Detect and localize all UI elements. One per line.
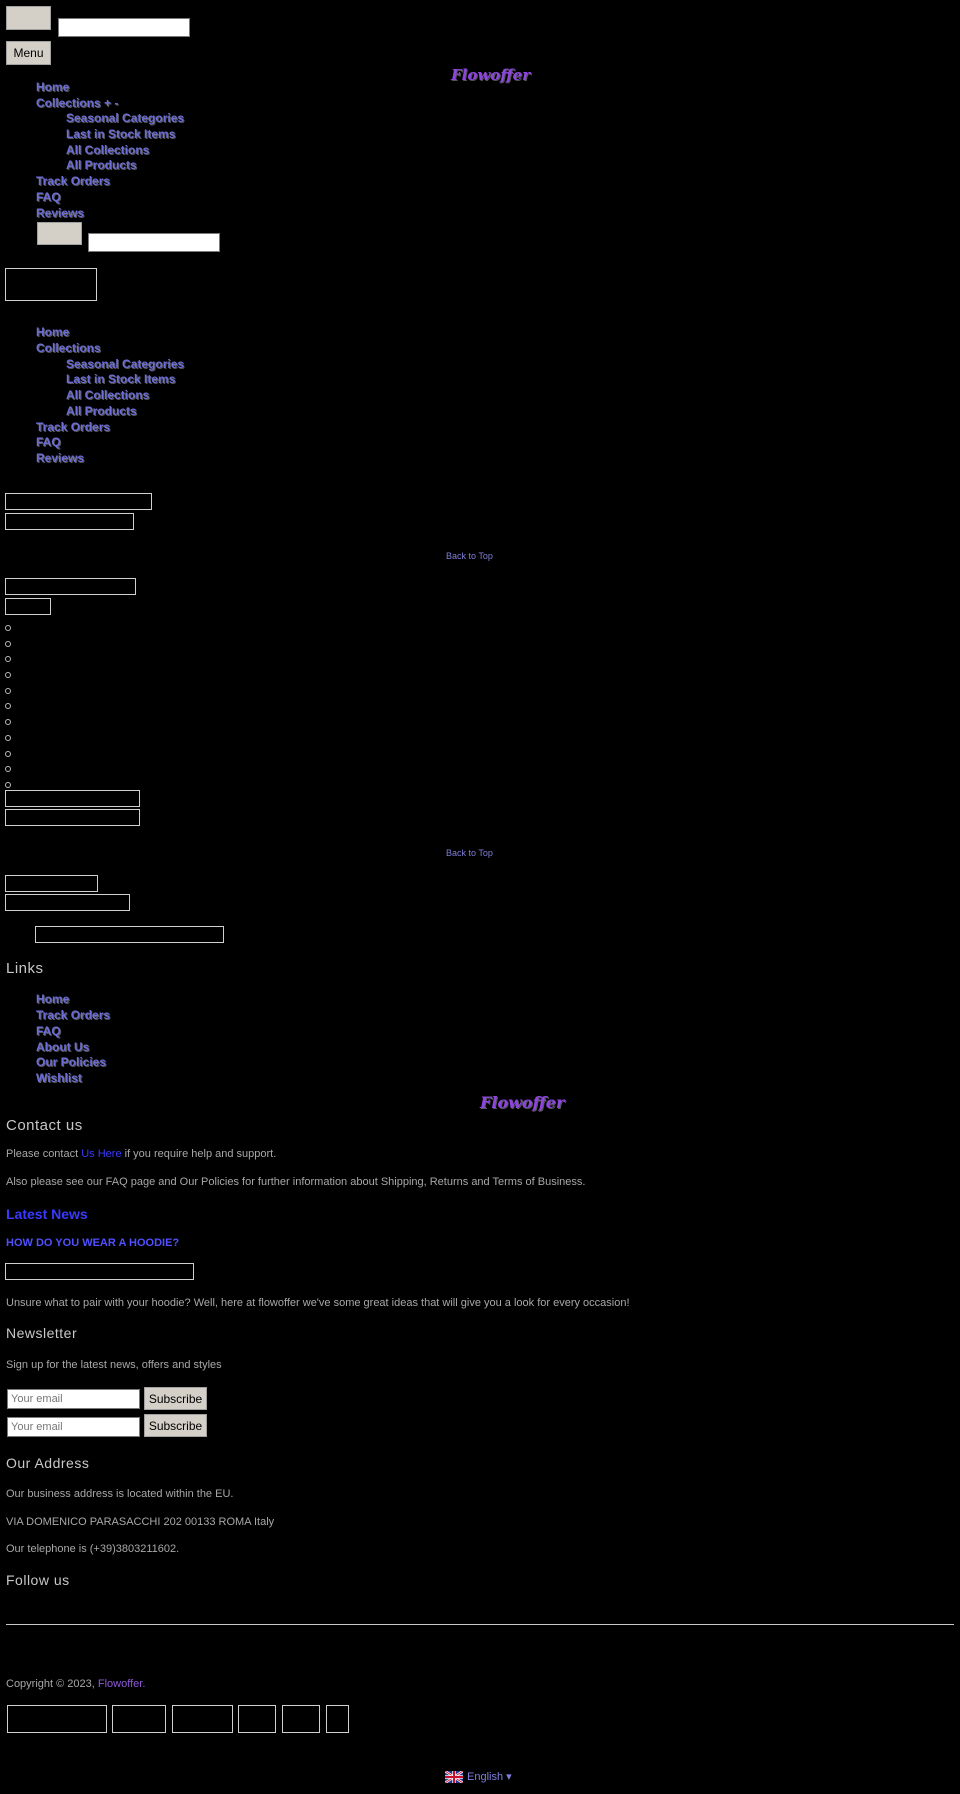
banner-box[interactable] — [5, 894, 130, 911]
nav2-item-collections[interactable]: Collections — [36, 341, 101, 355]
banner-box[interactable] — [5, 809, 140, 826]
payment-icon — [7, 1705, 107, 1733]
slider-dot[interactable] — [5, 641, 11, 647]
news-article-title[interactable]: HOW DO YOU WEAR A HOODIE? — [6, 1237, 180, 1249]
header-search-input[interactable] — [58, 18, 190, 37]
contact-heading: Contact us — [6, 1117, 83, 1134]
nav2-subitem-seasonal[interactable]: Seasonal Categories — [66, 357, 185, 371]
copyright-brand-link[interactable]: Flowoffer. — [97, 1678, 146, 1690]
back-to-top-link[interactable]: Back to Top — [446, 848, 493, 858]
newsletter-email-input[interactable] — [7, 1389, 140, 1409]
nav-item-faq[interactable]: FAQ — [36, 190, 61, 204]
nav2-subitem-all-collections[interactable]: All Collections — [66, 388, 150, 402]
nav2-item-track-orders[interactable]: Track Orders — [36, 420, 111, 434]
nav2-subitem-last-in-stock[interactable]: Last in Stock Items — [66, 372, 176, 386]
header-button-top[interactable] — [6, 6, 51, 30]
slider-dot[interactable] — [5, 688, 11, 694]
newsletter-text: Sign up for the latest news, offers and styles — [6, 1359, 222, 1371]
back-to-top-link[interactable]: Back to Top — [446, 551, 493, 561]
payment-icon — [326, 1705, 349, 1733]
nav-subitem-last-in-stock[interactable]: Last in Stock Items — [66, 127, 176, 141]
payment-icon — [282, 1705, 320, 1733]
payment-icon — [238, 1705, 276, 1733]
footer-link-home[interactable]: Home — [36, 992, 70, 1006]
slider-dot[interactable] — [5, 672, 11, 678]
links-heading: Links — [6, 960, 44, 977]
nav2-item-home[interactable]: Home — [36, 325, 70, 339]
subscribe-button[interactable]: Subscribe — [144, 1414, 207, 1437]
contact-line-2: Also please see our FAQ page and Our Policies for further information about Shipping, Returns and Terms of Business. — [6, 1176, 586, 1188]
newsletter-heading: Newsletter — [6, 1325, 78, 1341]
language-selector[interactable] — [445, 1770, 512, 1783]
address-line-3: Our telephone is (+39)3803211602. — [6, 1543, 180, 1555]
contact-line-1 — [6, 1148, 276, 1160]
slider-dot[interactable] — [5, 656, 11, 662]
nav-subitem-all-collections[interactable]: All Collections — [66, 143, 150, 157]
slider-dot[interactable] — [5, 703, 11, 709]
slider-box[interactable] — [5, 598, 51, 615]
nav2-item-faq[interactable]: FAQ — [36, 435, 61, 449]
banner-box[interactable] — [5, 513, 134, 530]
address-line-1: Our business address is located within the EU. — [6, 1488, 234, 1500]
slider-dot[interactable] — [5, 782, 11, 788]
news-article-excerpt: Unsure what to pair with your hoodie? Well, here at flowoffer we've some great ideas that will give you a look for every occasion! — [6, 1297, 630, 1309]
address-line-2: VIA DOMENICO PARASACCHI 202 00133 ROMA Italy — [6, 1516, 275, 1528]
banner-box[interactable] — [5, 790, 140, 807]
nav-search-input[interactable] — [88, 233, 220, 252]
nav-subitem-seasonal[interactable]: Seasonal Categories — [66, 111, 185, 125]
slider-dot[interactable] — [5, 766, 11, 772]
banner-box[interactable] — [5, 875, 98, 892]
footer-link-faq[interactable]: FAQ — [36, 1024, 61, 1038]
latest-news-heading[interactable]: Latest News — [6, 1206, 88, 1222]
payment-icon — [112, 1705, 166, 1733]
payment-icon — [172, 1705, 233, 1733]
header-action-box[interactable] — [5, 268, 97, 301]
header-logo[interactable]: Flowoffer — [451, 66, 531, 84]
footer-link-about-us[interactable]: About Us — [36, 1040, 90, 1054]
follow-heading: Follow us — [6, 1572, 70, 1588]
contact-text-after: if you require help and support. — [124, 1148, 277, 1160]
nav2-item-reviews[interactable]: Reviews — [36, 451, 85, 465]
nav2-subitem-all-products[interactable]: All Products — [66, 404, 137, 418]
footer-link-our-policies[interactable]: Our Policies — [36, 1055, 107, 1069]
news-article-image[interactable] — [5, 1263, 194, 1280]
slider-dot[interactable] — [5, 719, 11, 725]
copyright-prefix: Copyright © 2023, — [6, 1678, 95, 1690]
slider-box[interactable] — [5, 578, 136, 595]
slider-dot[interactable] — [5, 751, 11, 757]
banner-box[interactable] — [35, 926, 224, 943]
nav-item-track-orders[interactable]: Track Orders — [36, 174, 111, 188]
nav-item-collections[interactable]: Collections + - — [36, 96, 119, 110]
footer-link-wishlist[interactable]: Wishlist — [36, 1071, 82, 1085]
nav-item-home[interactable]: Home — [36, 80, 70, 94]
subscribe-button[interactable]: Subscribe — [144, 1387, 207, 1410]
footer-link-track-orders[interactable]: Track Orders — [36, 1008, 111, 1022]
language-label[interactable]: English ▾ — [467, 1771, 512, 1783]
uk-flag-icon — [445, 1771, 463, 1783]
contact-us-link[interactable]: Us Here — [81, 1148, 122, 1160]
nav-item-reviews[interactable]: Reviews — [36, 206, 85, 220]
slider-dot[interactable] — [5, 735, 11, 741]
footer-divider — [6, 1624, 954, 1625]
footer-logo[interactable]: Flowoffer — [480, 1093, 565, 1112]
copyright — [6, 1678, 145, 1690]
contact-text-before: Please contact — [6, 1148, 79, 1160]
address-heading: Our Address — [6, 1455, 90, 1471]
nav-search-button[interactable] — [37, 222, 82, 245]
slider-dot[interactable] — [5, 625, 11, 631]
menu-button[interactable]: Menu — [6, 41, 51, 65]
banner-box[interactable] — [5, 493, 152, 510]
newsletter-email-input[interactable] — [7, 1417, 140, 1437]
nav-subitem-all-products[interactable]: All Products — [66, 158, 137, 172]
